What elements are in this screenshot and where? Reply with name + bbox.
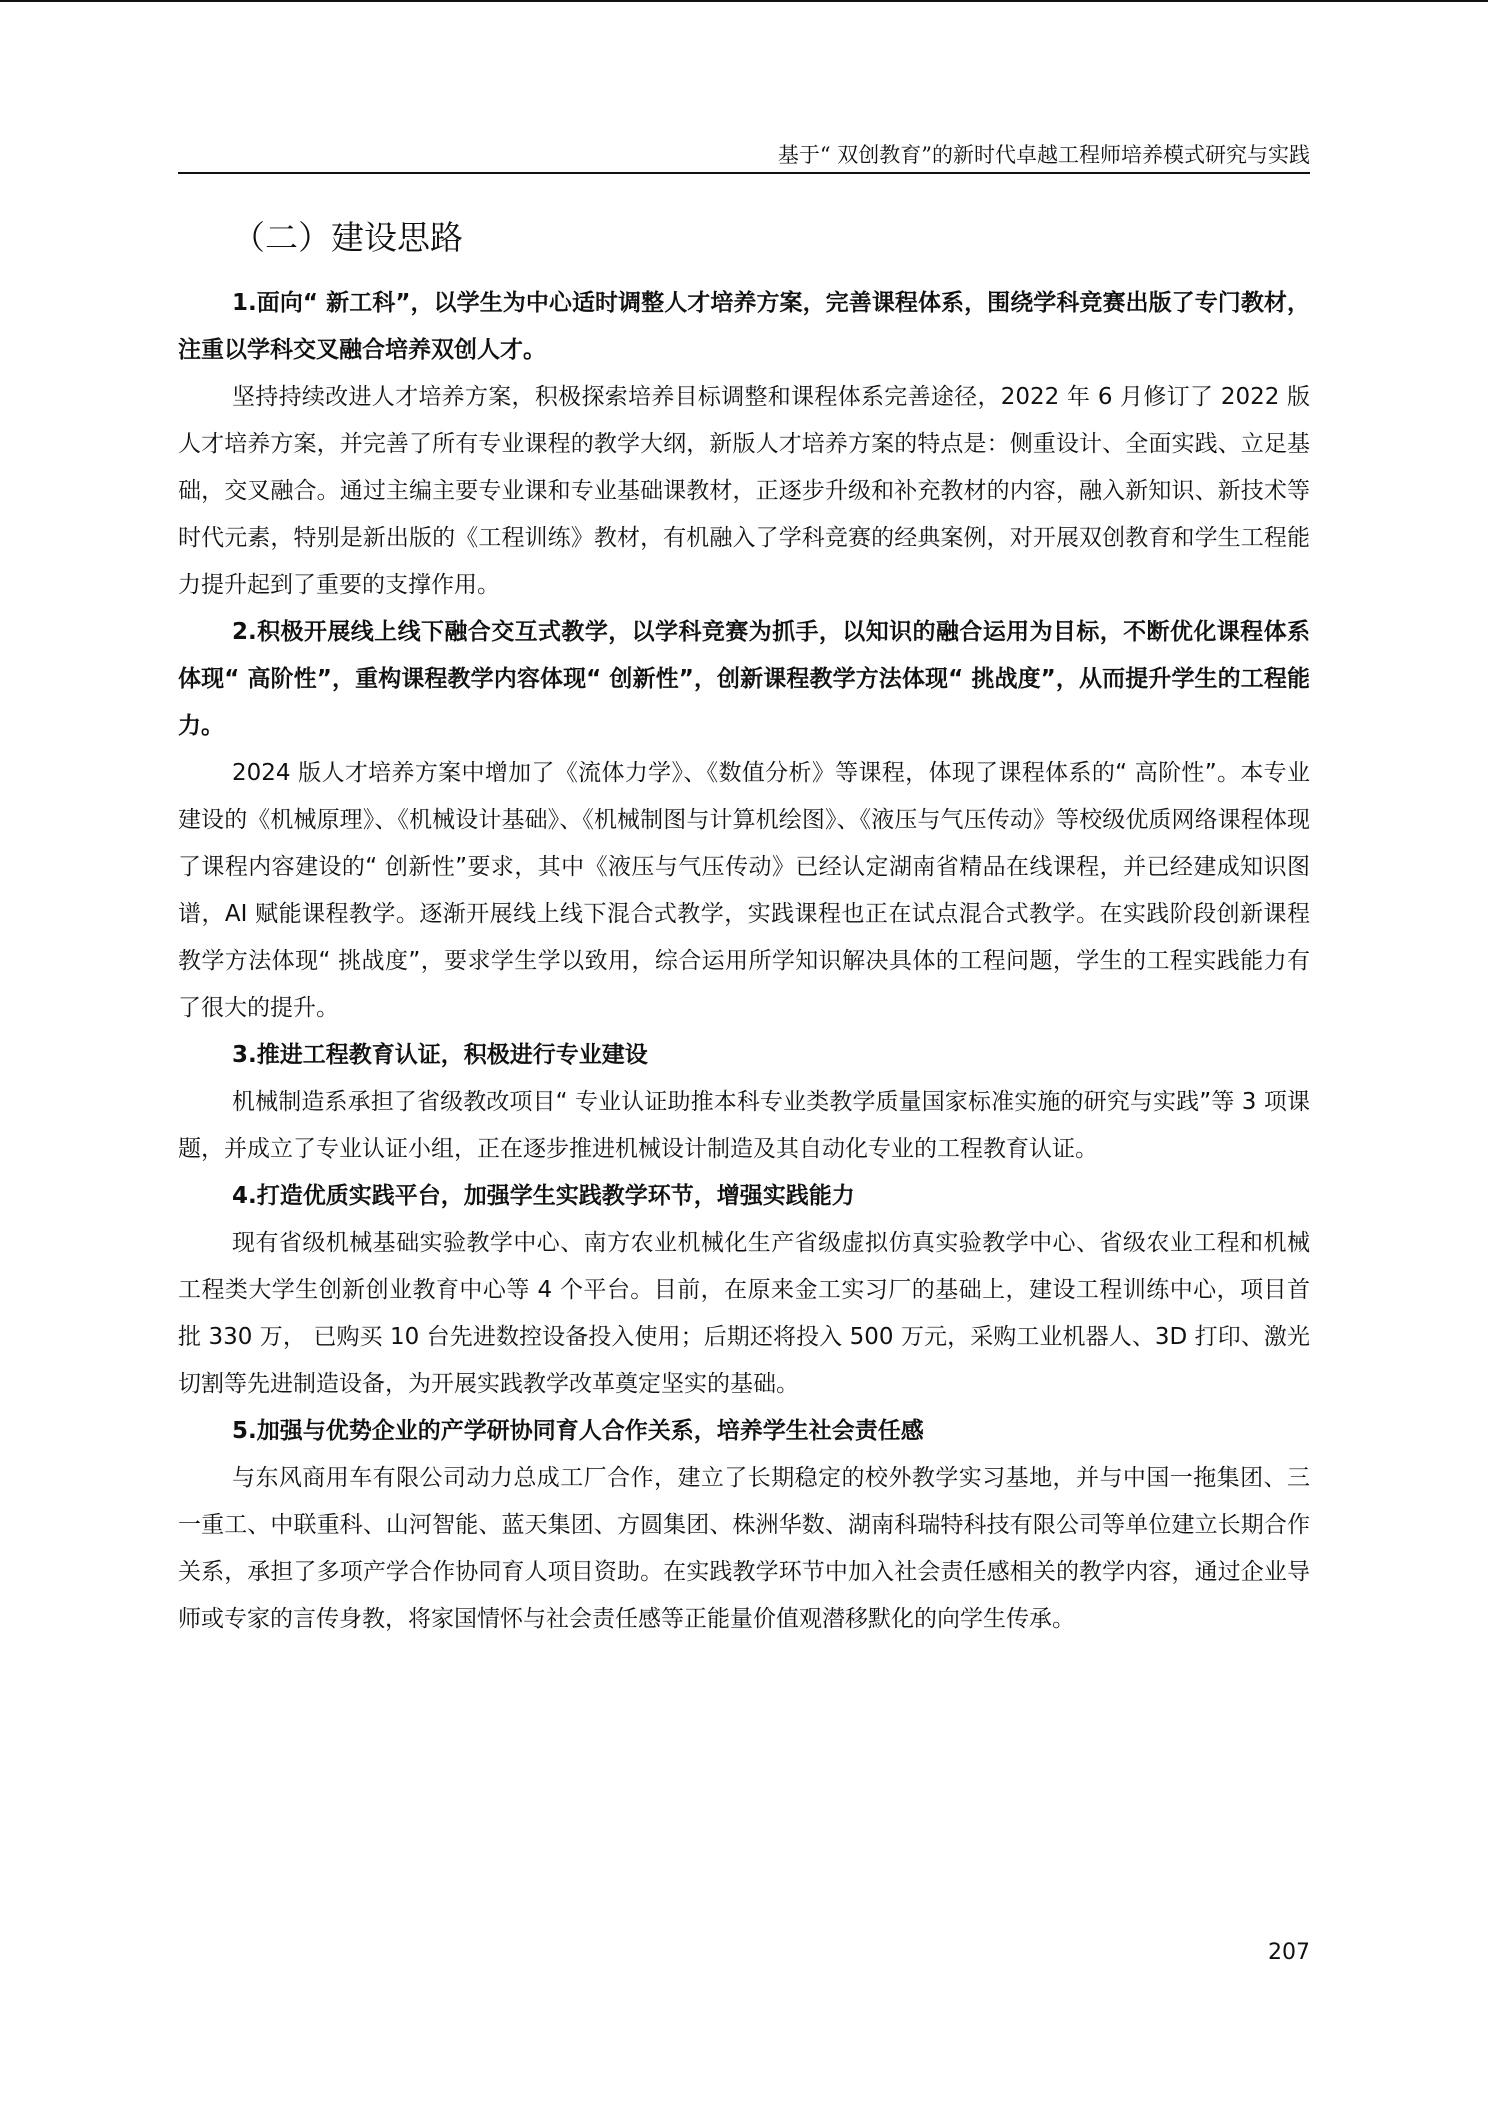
sub-heading-2: 2.积极开展线上线下融合交互式教学，以学科竞赛为抓手，以知识的融合运用为目标，不断优化课程体系体现“ 高阶性”，重构课程教学内容体现“ 创新性”，创新课程教学方法体现“ 挑战度”，从而提升学生的工程能力。 [178, 619, 1310, 739]
sub-heading-4: 4.打造优质实践平台，加强学生实践教学环节，增强实践能力 [232, 1183, 855, 1209]
paragraph-3: 机械制造系承担了省级教改项目“ 专业认证助推本科专业类教学质量国家标准实施的研究与实践”等 3 项课题，并成立了专业认证小组，正在逐步推进机械设计制造及其自动化专业的工程教育认证。 [178, 1089, 1310, 1162]
running-header: 基于“ 双创教育”的新时代卓越工程师培养模式研究与实践 [777, 143, 1310, 167]
paragraph-2: 2024 版人才培养方案中增加了《流体力学》、《数值分析》等课程，体现了课程体系的“ 高阶性”。本专业建设的《机械原理》、《机械设计基础》、《机械制图与计算机绘图》、《液压与气压传动》等校级优质网络课程体现了课程内容建设的“ 创新性”要求，其中《液压与气压传动》已经认定湖南省精品在线课程，并已经建成知识图谱，AI 赋能课程教学。逐渐开展线上线下混合式教学，实践课程也正在试点混合式教学。在实践阶段创新课程教学方法体现“ 挑战度”，要求学生学以致用，综合运用所学知识解决具体的工程问题，学生的工程实践能力有了很大的提升。 [178, 760, 1310, 1021]
sub-heading-3: 3.推进工程教育认证，积极进行专业建设 [232, 1042, 648, 1068]
section-title: （二）建设思路 [232, 218, 463, 257]
header-rule [178, 172, 1310, 174]
body-text [178, 210, 1310, 1643]
paragraph-4: 现有省级机械基础实验教学中心、南方农业机械化生产省级虚拟仿真实验教学中心、省级农业工程和机械工程类大学生创新创业教育中心等 4 个平台。目前，在原来金工实习厂的基础上，建设工程训练中心，项目首批 330 万， 已购买 10 台先进数控设备投入使用；后期还将投入 500 万元，采购工业机器人、3D 打印、激光切割等先进制造设备，为开展实践教学改革奠定坚实的基础。 [178, 1230, 1310, 1397]
paragraph-1: 坚持持续改进人才培养方案，积极探索培养目标调整和课程体系完善途径，2022 年 6 月修订了 2022 版人才培养方案，并完善了所有专业课程的教学大纲，新版人才培养方案的特点是：侧重设计、全面实践、立足基础，交叉融合。通过主编主要专业课和专业基础课教材，正逐步升级和补充教材的内容，融入新知识、新技术等时代元素，特别是新出版的《工程训练》教材，有机融入了学科竞赛的经典案例，对开展双创教育和学生工程能力提升起到了重要的支撑作用。 [178, 384, 1310, 598]
paragraph-5: 与东风商用车有限公司动力总成工厂合作，建立了长期稳定的校外教学实习基地，并与中国一拖集团、三一重工、中联重科、山河智能、蓝天集团、方圆集团、株洲华数、湖南科瑞特科技有限公司等单位建立长期合作关系，承担了多项产学合作协同育人项目资助。在实践教学环节中加入社会责任感相关的教学内容，通过企业导师或专家的言传身教，将家国情怀与社会责任感等正能量价值观潜移默化的向学生传承。 [178, 1465, 1310, 1632]
sub-heading-5: 5.加强与优势企业的产学研协同育人合作关系，培养学生社会责任感 [232, 1418, 924, 1444]
page-number: 207 [1268, 1940, 1310, 1965]
top-border-line [0, 0, 1488, 2]
sub-heading-1: 1.面向“ 新工科”，以学生为中心适时调整人才培养方案，完善课程体系，围绕学科竞赛出版了专门教材，注重以学科交叉融合培养双创人才。 [178, 290, 1310, 363]
